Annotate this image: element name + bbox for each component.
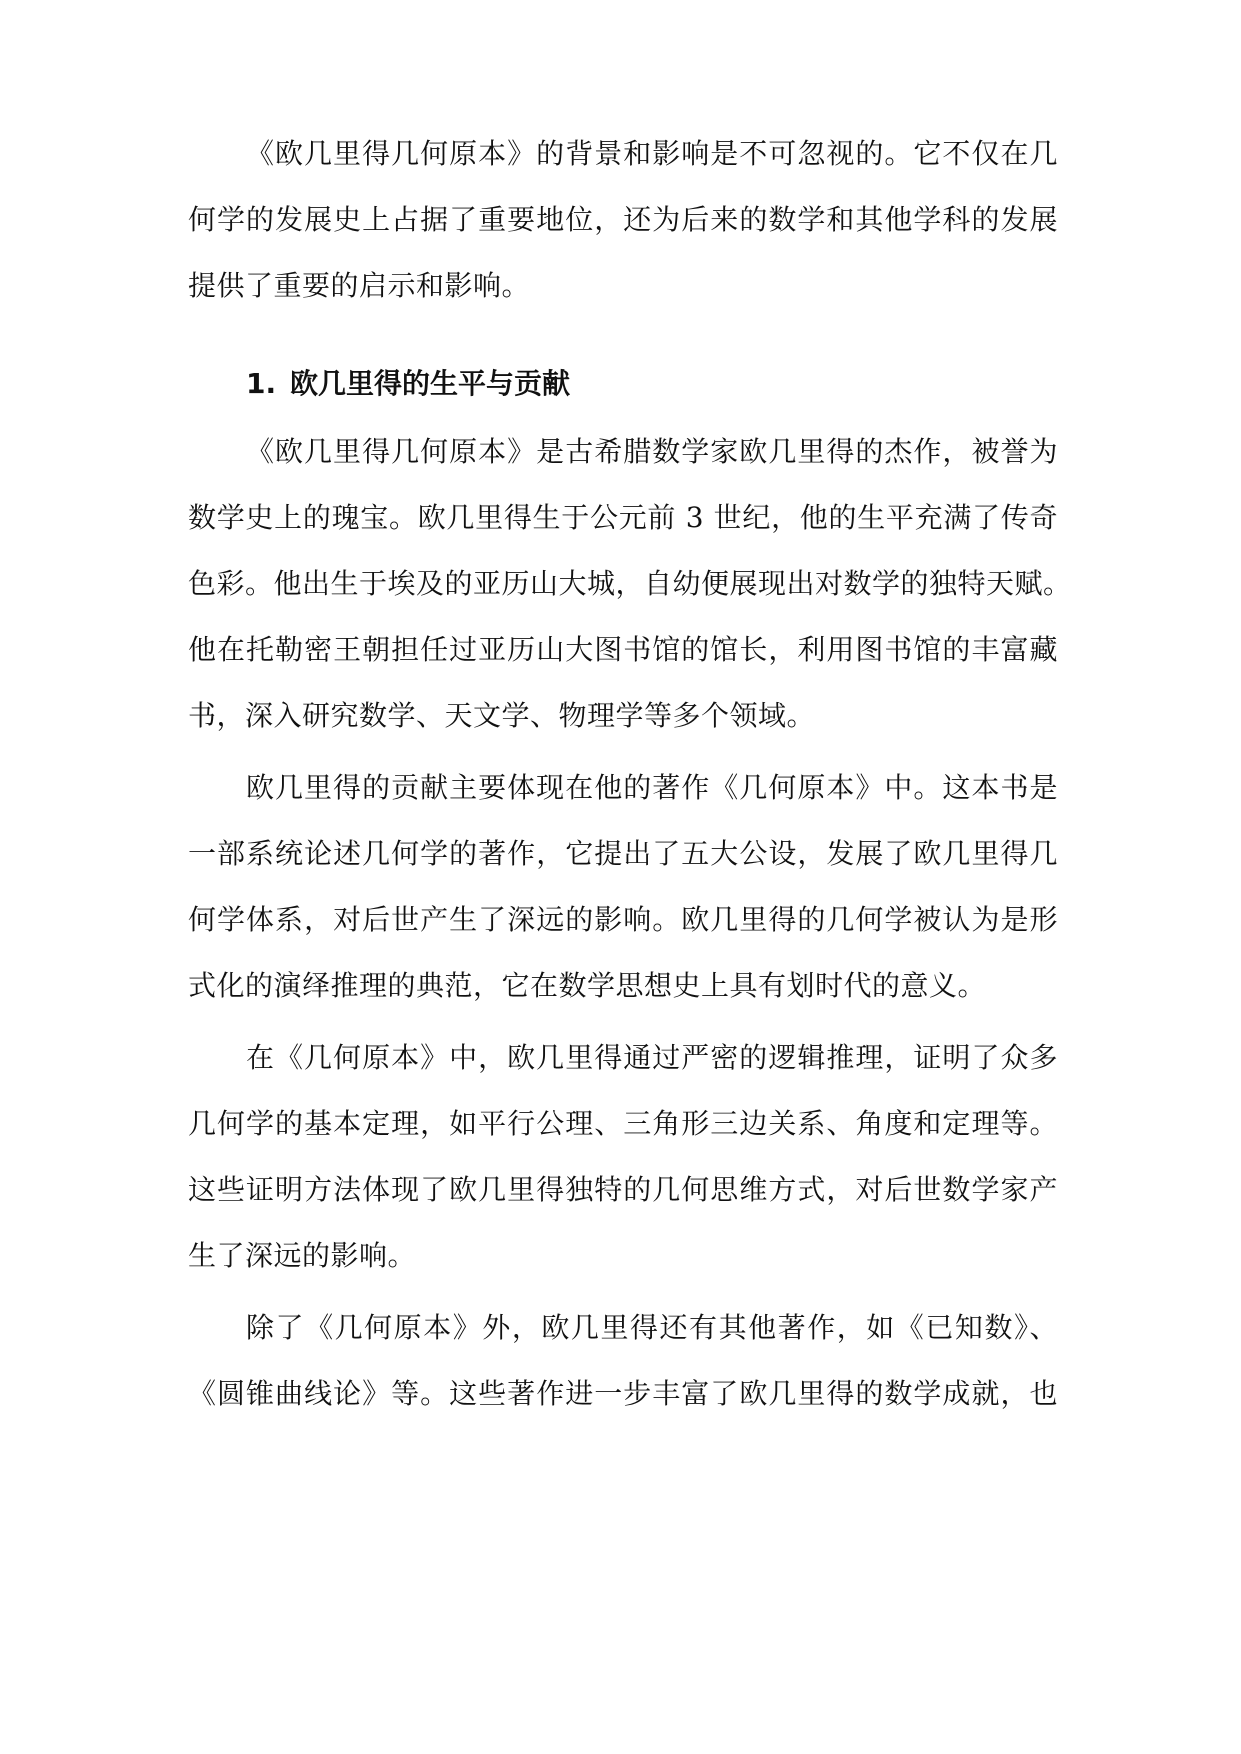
- intro-line-3: 提供了重要的启示和影响。: [188, 269, 531, 302]
- body-p1-line-1: 《欧几里得几何原本》是古希腊数学家欧几里得的杰作，被誉为: [246, 435, 1058, 468]
- body-p4-line-1: 除了《几何原本》外，欧几里得还有其他著作，如《已知数》、: [246, 1311, 1058, 1344]
- section-heading: [246, 362, 1058, 406]
- body-p3-line-1: 在《几何原本》中，欧几里得通过严密的逻辑推理，证明了众多: [246, 1041, 1058, 1074]
- body-p1-line-4: 他在托勒密王朝担任过亚历山大图书馆的馆长，利用图书馆的丰富藏: [188, 633, 1058, 666]
- body-p1-line-5: 书，深入研究数学、天文学、物理学等多个领域。: [188, 699, 816, 732]
- body-p2-line-1: 欧几里得的贡献主要体现在他的著作《几何原本》中。这本书是: [246, 771, 1058, 804]
- section-title: 欧几里得的生平与贡献: [290, 367, 571, 400]
- intro-line-1: 《欧几里得几何原本》的背景和影响是不可忽视的。它不仅在几: [246, 137, 1058, 170]
- body-p1-line-3: 色彩。他出生于埃及的亚历山大城，自幼便展现出对数学的独特天赋。: [188, 567, 1072, 600]
- body-p2-line-2: 一部系统论述几何学的著作，它提出了五大公设，发展了欧几里得几: [188, 837, 1058, 870]
- body-p4-line-2: 《圆锥曲线论》等。这些著作进一步丰富了欧几里得的数学成就，也: [188, 1377, 1058, 1410]
- body-p1-line-2: 数学史上的瑰宝。欧几里得生于公元前 3 世纪，他的生平充满了传奇: [188, 501, 1058, 534]
- section-number: 1.: [246, 367, 277, 400]
- body-p2-line-3: 何学体系，对后世产生了深远的影响。欧几里得的几何学被认为是形: [188, 903, 1058, 936]
- body-p2-line-4: 式化的演绎推理的典范，它在数学思想史上具有划时代的意义。: [188, 969, 987, 1002]
- body-p3-line-3: 这些证明方法体现了欧几里得独特的几何思维方式，对后世数学家产: [188, 1173, 1058, 1206]
- body-p3-line-2: 几何学的基本定理，如平行公理、三角形三边关系、角度和定理等。: [188, 1107, 1058, 1140]
- body-p3-line-4: 生了深远的影响。: [188, 1239, 417, 1272]
- intro-line-2: 何学的发展史上占据了重要地位，还为后来的数学和其他学科的发展: [188, 203, 1058, 236]
